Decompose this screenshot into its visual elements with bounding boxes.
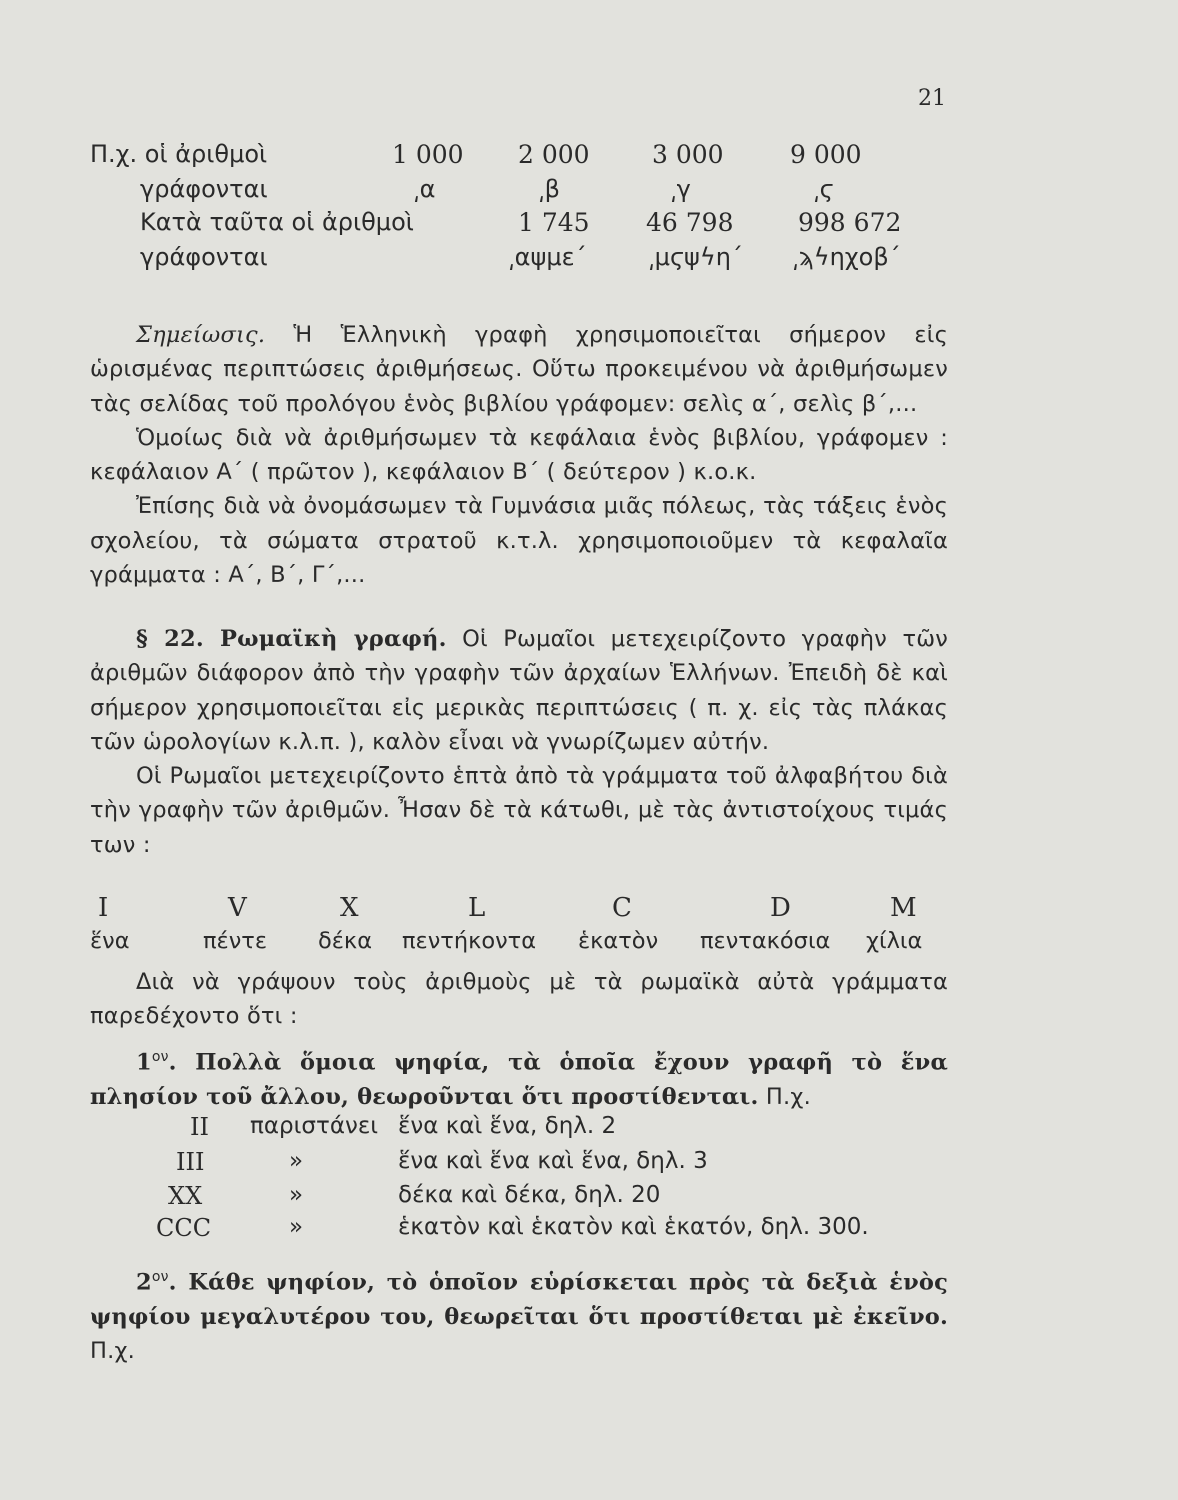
row3-value: 1 745 bbox=[518, 208, 590, 237]
note-paragraph-3: Ἐπίσης διὰ νὰ ὀνομάσωμεν τὰ Γυμνάσια μιᾶς πόλεως, τὰς τάξεις ἑνὸς σχολείου, τὰ σώματα στρατοῦ κ.τ.λ. χρησιμοποιοῦμεν τὰ κεφαλαῖα γράμματα : Α΄, Β΄, Γ΄,... bbox=[90, 493, 948, 589]
row4-value: ͵ϡϟηχοβ΄ bbox=[792, 243, 901, 271]
row2-value: ͵α bbox=[413, 175, 436, 203]
example-text: ἑκατὸν καὶ ἑκατὸν καὶ ἑκατόν, δηλ. 300. bbox=[398, 1214, 869, 1240]
example-roman: XX bbox=[168, 1182, 203, 1210]
section-paragraph-1 bbox=[90, 622, 948, 759]
roman-letter: V bbox=[228, 893, 247, 923]
example-verb: » bbox=[289, 1214, 304, 1240]
page-number: 21 bbox=[918, 86, 946, 111]
roman-letter: D bbox=[770, 893, 791, 923]
rule-2-text: . Κάθε ψηφίον, τὸ ὁποῖον εὑρίσκεται πρὸς τὰ δεξιὰ ἑνὸς ψηφίου μεγαλυτέρου του, θεωρεῖται ὅτι προστίθεται μὲ ἐκεῖνο. bbox=[90, 1269, 948, 1330]
row3-value: 46 798 bbox=[646, 208, 734, 237]
section-heading: § 22. Ρωμαϊκὴ γραφή. bbox=[136, 626, 447, 652]
row4-value: ͵αψμε΄ bbox=[508, 243, 587, 271]
roman-value: δέκα bbox=[318, 928, 373, 954]
section-22 bbox=[90, 622, 948, 862]
rule-2-sup: ον bbox=[151, 1269, 169, 1285]
row4-value: ͵μϛψϟη΄ bbox=[648, 243, 743, 271]
rule-2 bbox=[90, 1260, 948, 1368]
example-roman: III bbox=[176, 1148, 205, 1176]
rule-2-tail: Π.χ. bbox=[90, 1338, 136, 1365]
note-block bbox=[90, 318, 948, 592]
rule-1-num: 1 bbox=[136, 1049, 152, 1076]
example-text: ἕνα καὶ ἕνα καὶ ἕνα, δηλ. 3 bbox=[398, 1148, 708, 1174]
row1-value: 2 000 bbox=[518, 140, 590, 169]
example-text: δέκα καὶ δέκα, δηλ. 20 bbox=[398, 1182, 661, 1208]
example-text: ἕνα καὶ ἕνα, δηλ. 2 bbox=[398, 1113, 617, 1139]
rule-2-paragraph bbox=[90, 1260, 948, 1368]
row1-value: 9 000 bbox=[790, 140, 862, 169]
roman-letter: X bbox=[340, 893, 359, 923]
note-paragraph-1 bbox=[90, 318, 948, 421]
roman-letter: M bbox=[890, 893, 917, 923]
row3-value: 998 672 bbox=[798, 208, 902, 237]
row2-value: ͵γ bbox=[670, 175, 691, 203]
row2-label: γράφονται bbox=[140, 175, 268, 203]
note-text-1: Ἡ Ἑλληνικὴ γραφὴ χρησιμοποιεῖται σήμερον εἰς ὡρισμένας περιπτώσεις ἀριθμήσεως. Οὕτω προκειμένου νὰ ἀριθμήσωμεν τὰς σελίδας τοῦ προλόγου ἑνὸς βιβλίου γράφομεν: σελὶς α΄, σελὶς β΄,... bbox=[90, 322, 948, 417]
example-verb: παριστάνει bbox=[250, 1113, 379, 1139]
example-roman: CCC bbox=[156, 1214, 212, 1242]
example-verb: » bbox=[289, 1182, 304, 1208]
row1-value: 1 000 bbox=[392, 140, 464, 169]
section-text-1: Οἱ Ρωμαῖοι μετεχειρίζοντο γραφὴν τῶν ἀριθμῶν διάφορον ἀπὸ τὴν γραφὴν τῶν ἀρχαίων Ἑλλήνων. Ἐπειδὴ δὲ καὶ σήμερον χρησιμοποιεῖται εἰς μερικὰς περιπτώσεις ( π. χ. εἰς τὰς πλάκας τῶν ὡρολογίων κ.λ.π. ), καλὸν εἶναι νὰ γνωρίζωμεν αὐτήν. bbox=[90, 626, 948, 755]
roman-value: πεντήκοντα bbox=[402, 928, 537, 954]
rule-1-tail: Π.χ. bbox=[758, 1083, 811, 1110]
rule-1-text: . Πολλὰ ὅμοια ψηφία, τὰ ὁποῖα ἔχουν γραφῆ τὸ ἕνα πλησίον τοῦ ἄλλου, θεωροῦνται ὅτι προστίθενται. bbox=[90, 1049, 948, 1110]
roman-letter: L bbox=[468, 893, 486, 923]
row2-value: ͵ϛ bbox=[813, 175, 834, 203]
roman-letter: C bbox=[612, 893, 632, 923]
roman-value: πέντε bbox=[203, 928, 267, 954]
row1-label: Π.χ. οἱ ἀριθμοὶ bbox=[90, 140, 268, 168]
roman-value: πεντακόσια bbox=[700, 928, 831, 954]
roman-value: ἑκατὸν bbox=[578, 928, 659, 954]
rule-2-num: 2 bbox=[136, 1269, 152, 1296]
example-verb: » bbox=[289, 1148, 304, 1174]
roman-value: ἕνα bbox=[90, 928, 130, 954]
row1-value: 3 000 bbox=[652, 140, 724, 169]
rules-intro-text: Διὰ νὰ γράψουν τοὺς ἀριθμοὺς μὲ τὰ ρωμαϊκὰ αὐτὰ γράμματα παρεδέχοντο ὅτι : bbox=[90, 969, 948, 1030]
rules-intro bbox=[90, 965, 948, 1034]
roman-letter: I bbox=[98, 893, 109, 923]
row2-value: ͵β bbox=[538, 175, 560, 203]
rule-1-paragraph bbox=[90, 1040, 948, 1114]
note-paragraph-2: Ὁμοίως διὰ νὰ ἀριθμήσωμεν τὰ κεφάλαια ἑνὸς βιβλίου, γράφομεν : κεφάλαιον Α΄ ( πρῶτον ), κεφάλαιον Β΄ ( δεύτερον ) κ.ο.κ. bbox=[90, 424, 948, 486]
roman-value: χίλια bbox=[866, 928, 923, 954]
example-roman: II bbox=[190, 1113, 209, 1141]
section-paragraph-2: Οἱ Ρωμαῖοι μετεχειρίζοντο ἑπτὰ ἀπὸ τὰ γράμματα τοῦ ἀλφαβήτου διὰ τὴν γραφὴν τῶν ἀριθμῶν. Ἦσαν δὲ τὰ κάτωθι, μὲ τὰς ἀντιστοίχους τιμάς των : bbox=[90, 763, 948, 858]
rule-1-sup: ον bbox=[151, 1049, 169, 1065]
note-label: Σημείωσις. bbox=[136, 322, 266, 348]
row3-label: Κατὰ ταῦτα οἱ ἀριθμοὶ bbox=[140, 208, 414, 236]
rule-1 bbox=[90, 1040, 948, 1114]
row4-label: γράφονται bbox=[140, 243, 268, 271]
